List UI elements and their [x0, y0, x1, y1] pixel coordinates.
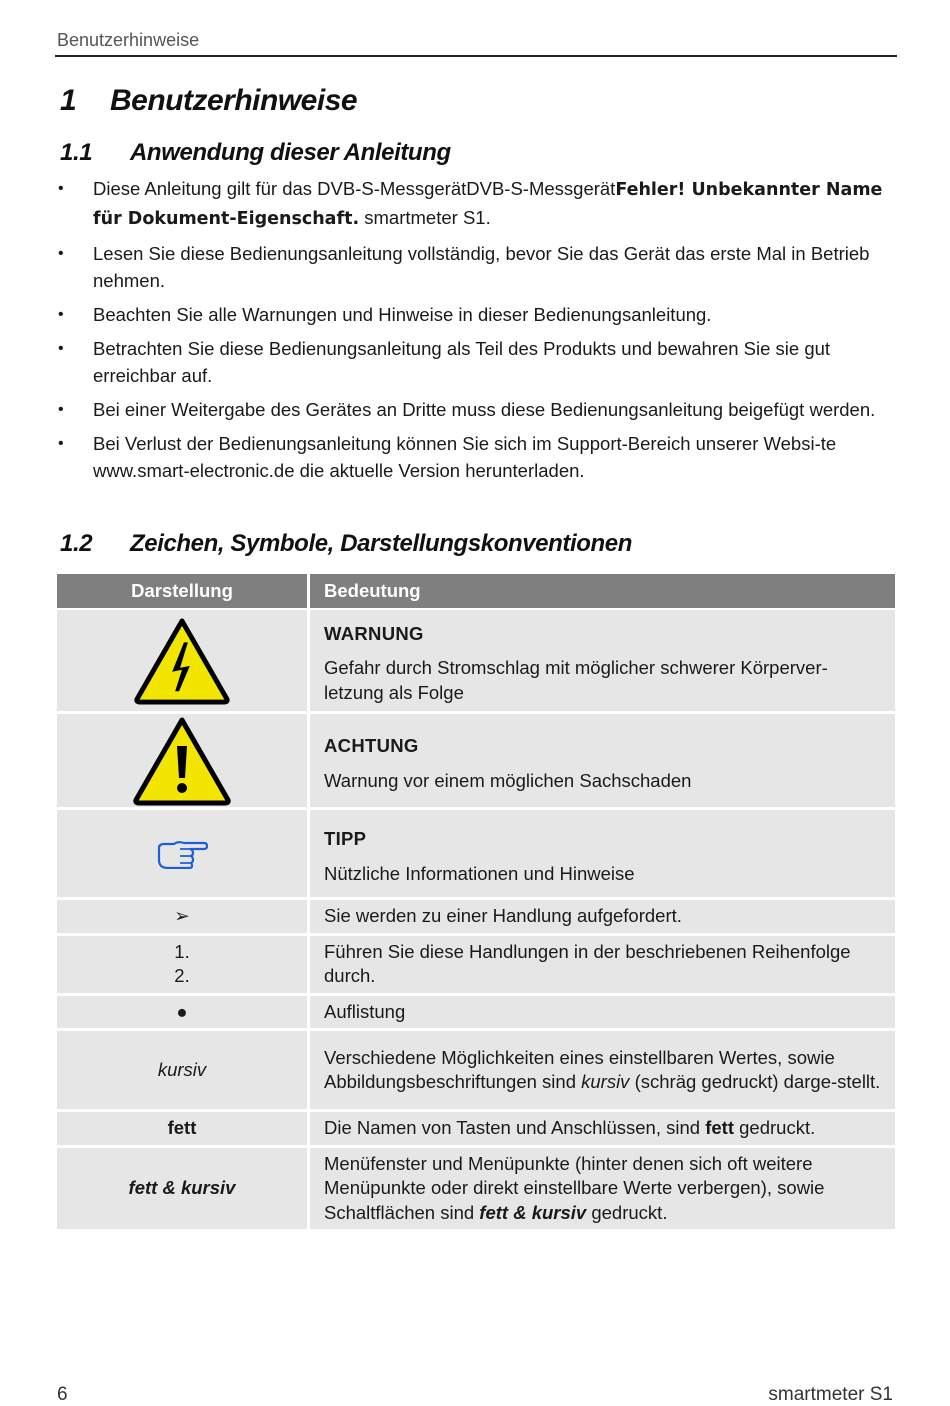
symbol-cell — [57, 610, 310, 714]
list-item — [55, 335, 897, 389]
bullet-glyph: • — [58, 245, 64, 262]
column-header-darstellung: Darstellung — [57, 574, 310, 610]
symbol-cell — [57, 810, 310, 900]
list-item — [55, 240, 897, 294]
caution-title: ACHTUNG — [324, 735, 419, 756]
bullet-glyph: • — [58, 180, 64, 197]
list-item-text: Beachten Sie alle Warnungen und Hinweise in dieser Bedienungsanleitung. — [93, 304, 712, 325]
list-item-text: Diese Anleitung gilt für das DVB-S-MessgerätDVB-S-Messgerät — [93, 178, 616, 199]
meaning-cell — [310, 1031, 895, 1112]
list-item — [55, 430, 897, 484]
list-item-text: Bei Verlust der Bedienungsanleitung können Sie sich im Support-Bereich unserer Websi-te www.smart-electronic.de die aktuelle Version herunterladen. — [93, 433, 837, 481]
list-item-text: smartmeter S1. — [359, 207, 491, 228]
running-header: Benutzerhinweise — [57, 30, 200, 50]
italic-word: kursiv — [581, 1071, 630, 1092]
bold-italic-word: fett & kursiv — [479, 1201, 587, 1223]
bullet-glyph: • — [58, 435, 64, 452]
conventions-table — [57, 574, 895, 1232]
meaning-cell — [310, 810, 895, 900]
bullet-glyph: • — [58, 340, 64, 357]
meaning-text: (schräg gedruckt) darge-stellt. — [629, 1071, 881, 1092]
meaning-text: Warnung vor einem möglichen Sachschaden — [324, 769, 692, 791]
electric-hazard-icon — [133, 617, 231, 705]
list-item-text: Lesen Sie diese Bedienungsanleitung vollständig, bevor Sie das Gerät das erste Mal in Betrieb nehmen. — [93, 243, 870, 291]
header-rule — [55, 55, 897, 57]
column-header-bedeutung: Bedeutung — [310, 574, 895, 610]
meaning-text: Gefahr durch Stromschlag mit möglicher schwerer Körperver-letzung als Folge — [324, 657, 828, 703]
meaning-text: Die Namen von Tasten und Anschlüssen, sind — [324, 1117, 706, 1138]
table-row — [57, 1031, 895, 1112]
section-title: Anwendung dieser Anleitung — [130, 139, 451, 166]
meaning-text: Führen Sie diese Handlungen in der beschriebenen Reihenfolge durch. — [310, 936, 895, 996]
meaning-text: Nützliche Informationen und Hinweise — [324, 862, 635, 884]
meaning-cell — [310, 610, 895, 714]
chapter-heading — [60, 84, 357, 118]
list-item — [55, 175, 897, 233]
list-item-text: Betrachten Sie diese Bedienungsanleitung als Teil des Produkts und bewahren Sie sie gut erreichbar auf. — [93, 338, 831, 386]
numbering-symbol-cell — [57, 936, 310, 996]
meaning-text: Menüfenster und Menüpunkte (hinter denen sich oft weitere Menüpunkte oder direkt einstellbare Werte verbergen), sowie Schaltflächen sind — [324, 1152, 825, 1223]
footer-product-name: smartmeter S1 — [768, 1384, 893, 1405]
table-row — [57, 1148, 895, 1233]
page-number: 6 — [57, 1384, 68, 1405]
section-title: Zeichen, Symbole, Darstellungskonventionen — [130, 530, 632, 557]
meaning-text: gedruckt. — [586, 1201, 668, 1223]
meaning-text: Auflistung — [310, 996, 895, 1032]
section-number: 1.2 — [60, 530, 93, 557]
chapter-title: Benutzerhinweise — [110, 84, 358, 117]
bullet-list — [55, 175, 897, 491]
meaning-text: gedruckt. — [733, 1117, 816, 1138]
number-one: 1. — [174, 940, 190, 962]
arrow-symbol-cell: ➢ — [57, 900, 310, 936]
table-row — [57, 900, 895, 936]
bold-italic-symbol-cell: fett & kursiv — [57, 1148, 310, 1233]
italic-symbol-cell: kursiv — [57, 1031, 310, 1112]
number-two: 2. — [174, 965, 190, 986]
field-error-text: Fehler! Unbekannter Name für Dokument-Eigenschaft. — [93, 180, 883, 229]
table-row — [57, 610, 895, 714]
bold-word: fett — [705, 1117, 734, 1138]
chapter-number: 1 — [60, 84, 77, 117]
symbol-cell — [57, 714, 310, 810]
meaning-text: Sie werden zu einer Handlung aufgefordert. — [310, 900, 895, 936]
list-item-text: Bei einer Weitergabe des Gerätes an Dritte muss diese Bedienungsanleitung beigefügt werden. — [93, 399, 876, 420]
bullet-glyph: • — [58, 306, 64, 323]
list-item — [55, 301, 897, 328]
meaning-cell — [310, 1148, 895, 1233]
exclamation-warning-icon — [132, 716, 232, 806]
pointing-hand-icon — [156, 839, 208, 869]
dot-symbol-cell: ● — [57, 996, 310, 1032]
meaning-cell — [310, 1112, 895, 1148]
table-header-row — [57, 574, 895, 610]
list-item — [55, 396, 897, 423]
section-heading-1-2 — [60, 530, 632, 558]
warning-title: WARNUNG — [324, 622, 424, 644]
section-number: 1.1 — [60, 139, 93, 166]
table-row — [57, 996, 895, 1032]
table-row — [57, 714, 895, 810]
bullet-glyph: • — [58, 401, 64, 418]
table-row — [57, 936, 895, 996]
meaning-text: Verschiedene Möglichkeiten eines einstellbaren Wertes, sowie Abbildungsbeschriftungen sind — [324, 1046, 835, 1092]
table-row — [57, 810, 895, 900]
meaning-cell — [310, 714, 895, 810]
tip-title: TIPP — [324, 828, 367, 849]
section-heading-1-1 — [60, 139, 451, 167]
table-row — [57, 1112, 895, 1148]
bold-symbol-cell: fett — [57, 1112, 310, 1148]
